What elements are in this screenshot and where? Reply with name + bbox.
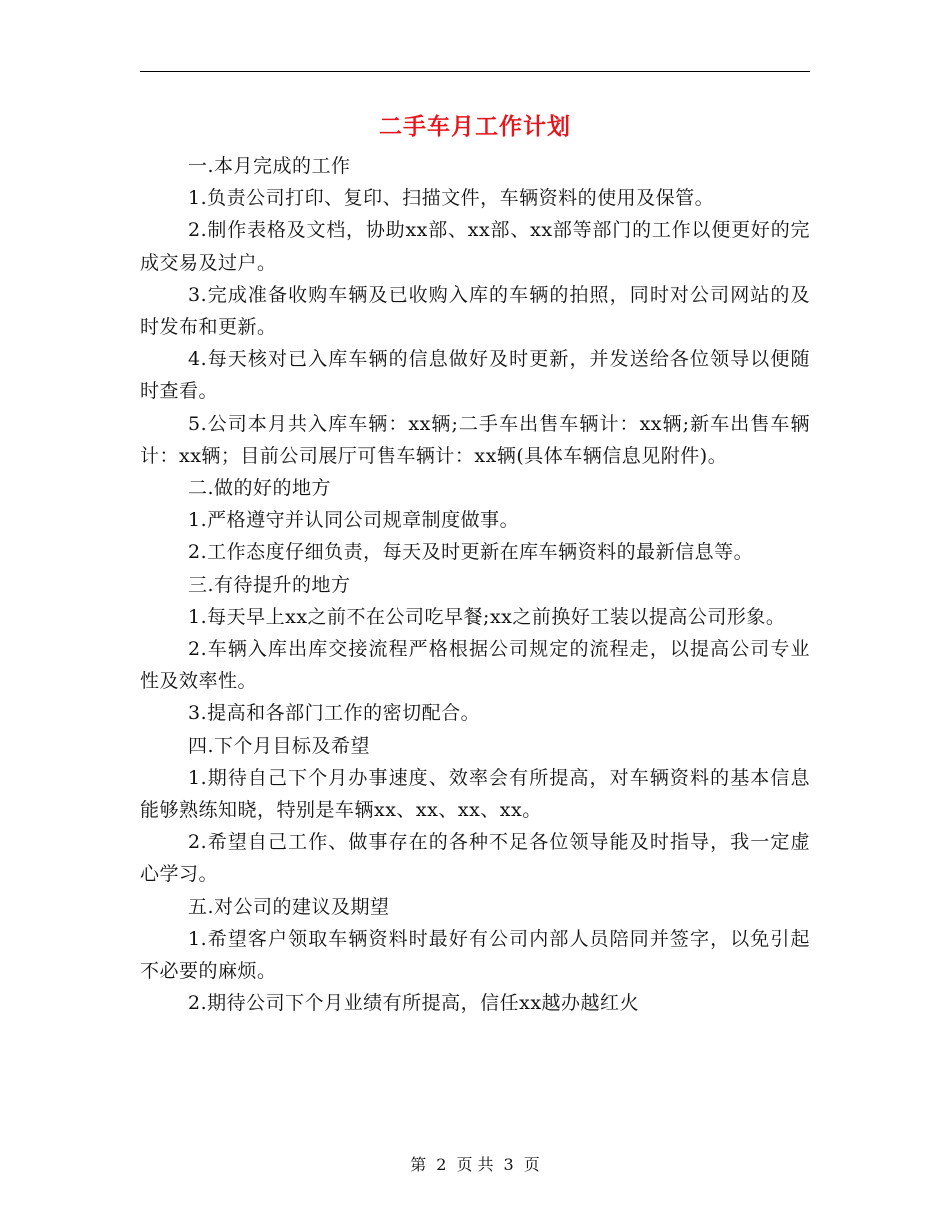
page-number-current: 2 [436, 1155, 447, 1174]
header-rule [140, 71, 810, 72]
footer-label-mid: 页 共 [456, 1155, 494, 1174]
paragraph: 1.期待自己下个月办事速度、效率会有所提高，对车辆资料的基本信息能够熟练知晓，特别是车辆xx、xx、xx、xx。 [140, 766, 810, 822]
paragraph: 3.提高和各部门工作的密切配合。 [188, 702, 481, 725]
paragraph: 1.负责公司打印、复印、扫描文件，车辆资料的使用及保管。 [188, 187, 715, 210]
footer-label-post: 页 [523, 1155, 540, 1174]
page-number-total: 3 [503, 1155, 514, 1174]
paragraph: 1.每天早上xx之前不在公司吃早餐;xx之前换好工装以提高公司形象。 [188, 605, 786, 628]
paragraph: 1.希望客户领取车辆资料时最好有公司内部人员陪同并签字，以免引起不必要的麻烦。 [140, 927, 810, 983]
page-footer [140, 1154, 810, 1176]
paragraph: 2.希望自己工作、做事存在的各种不足各位领导能及时指导，我一定虚心学习。 [140, 831, 810, 886]
paragraph: 2.期待公司下个月业绩有所提高，信任xx越办越红火 [188, 992, 640, 1015]
paragraph: 2.工作态度仔细负责，每天及时更新在库车辆资料的最新信息等。 [188, 541, 754, 564]
section-heading-2: 二.做的好的地方 [188, 477, 332, 500]
paragraph: 2.车辆入库出库交接流程严格根据公司规定的流程走，以提高公司专业性及效率性。 [140, 638, 810, 693]
document-body [140, 150, 810, 1019]
paragraph: 1.严格遵守并认同公司规章制度做事。 [188, 509, 520, 532]
paragraph: 2.制作表格及文档，协助xx部、xx部、xx部等部门的工作以便更好的完成交易及过户。 [140, 219, 810, 274]
document-title: 二手车月工作计划 [379, 113, 571, 140]
footer-label-pre: 第 [410, 1155, 427, 1174]
section-heading-3: 三.有待提升的地方 [188, 573, 351, 596]
section-heading-4: 四.下个月目标及希望 [188, 734, 371, 757]
section-heading-5: 五.对公司的建议及期望 [188, 895, 390, 918]
paragraph: 3.完成准备收购车辆及已收购入库的车辆的拍照，同时对公司网站的及时发布和更新。 [140, 283, 810, 339]
paragraph: 5.公司本月共入库车辆：xx辆;二手车出售车辆计：xx辆;新车出售车辆计：xx辆；目前公司展厅可售车辆计：xx辆(具体车辆信息见附件)。 [140, 412, 810, 467]
paragraph: 4.每天核对已入库车辆的信息做好及时更新，并发送给各位领导以便随时查看。 [140, 348, 810, 403]
section-heading-1: 一.本月完成的工作 [188, 155, 351, 177]
